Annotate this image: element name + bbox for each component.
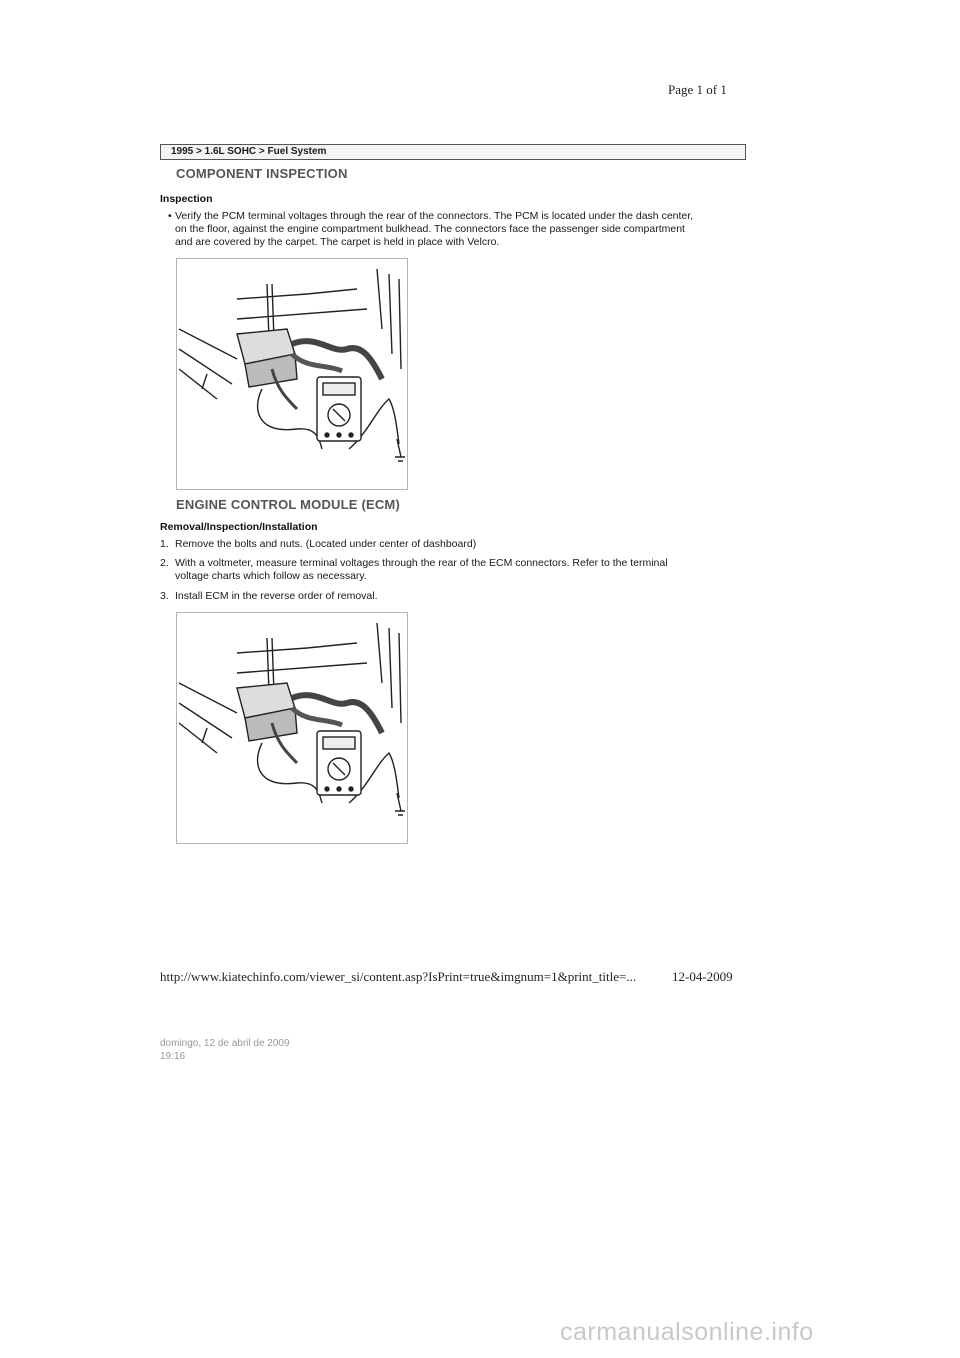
figure-ecm-voltmeter xyxy=(176,612,408,844)
step-line: Install ECM in the reverse order of removal. xyxy=(175,589,378,602)
step-line: Remove the bolts and nuts. (Located under center of dashboard) xyxy=(175,538,477,550)
step-item xyxy=(160,557,740,583)
bullet-line: on the floor, against the engine compartment bulkhead. The connectors face the passenger side compartment xyxy=(175,223,685,236)
step-number: 2. xyxy=(160,557,169,570)
footer-url: http://www.kiatechinfo.com/viewer_si/content.asp?IsPrint=true&imgnum=1&print_title=... xyxy=(160,969,637,984)
figure-pcm-voltmeter xyxy=(176,258,408,490)
timestamp-date: domingo, 12 de abril de 2009 xyxy=(160,1038,290,1049)
footer-date: 12-04-2009 xyxy=(672,969,733,984)
pcm-voltmeter-illustration xyxy=(177,259,407,489)
step-item xyxy=(160,590,740,603)
bullet-line: Verify the PCM terminal voltages through the rear of the connectors. The PCM is located under the dash center, xyxy=(175,210,694,222)
subsection-title-inspection: Inspection xyxy=(160,193,213,205)
watermark: carmanualsonline.info xyxy=(560,1318,814,1346)
breadcrumb: 1995 > 1.6L SOHC > Fuel System xyxy=(160,144,746,160)
steps-list xyxy=(160,538,740,603)
subsection-title-removal: Removal/Inspection/Installation xyxy=(160,521,318,533)
step-item xyxy=(160,538,740,551)
step-line: With a voltmeter, measure terminal voltages through the rear of the ECM connectors. Refer to the terminal xyxy=(175,557,668,570)
bullet-item xyxy=(168,210,738,250)
section-title-ecm: ENGINE CONTROL MODULE (ECM) xyxy=(176,497,400,512)
page-number: Page 1 of 1 xyxy=(668,82,727,97)
bullet-symbol: • xyxy=(168,210,172,222)
step-number: 1. xyxy=(160,538,169,550)
timestamp-time: 19:16 xyxy=(160,1051,186,1062)
step-number: 3. xyxy=(160,589,169,602)
section-title-component-inspection: COMPONENT INSPECTION xyxy=(176,166,348,181)
step-line: voltage charts which follow as necessary. xyxy=(175,570,367,583)
bullet-line: and are covered by the carpet. The carpet is held in place with Velcro. xyxy=(175,236,500,249)
ecm-voltmeter-illustration xyxy=(177,613,407,843)
